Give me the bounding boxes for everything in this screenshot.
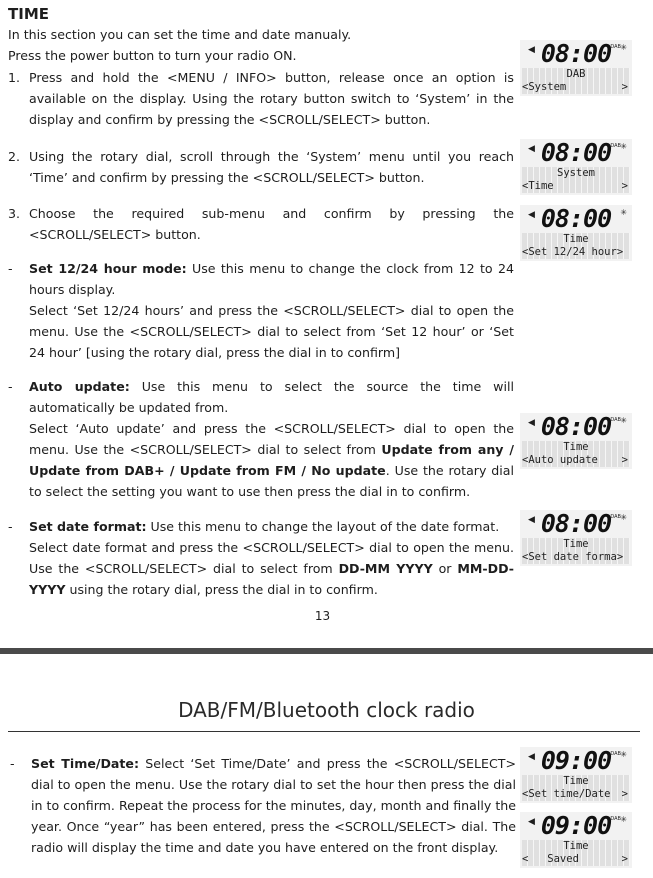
item-detail: Select ‘Auto update’ and press the <SCROLL/SELECT> dial to open the menu. Use the <SCROLL/SELECT> dial to select from	[29, 421, 514, 457]
display-line-1: DAB	[522, 68, 630, 81]
page-number: 13	[314, 609, 331, 623]
step-2	[8, 146, 514, 188]
lcd-display-date-format	[520, 510, 632, 566]
dab-indicator: DAB	[610, 751, 621, 757]
item-label: Set Time/Date:	[31, 756, 140, 771]
section-title: TIME	[8, 5, 49, 23]
antenna-icon: ◀	[528, 144, 535, 154]
item-text: Select ‘Set Time/Date’ and press the <SCROLL/SELECT> dial to open the menu. Use the rotary dial to set the hour then press the dial in to confirm. Repeat the process for the minutes, day, month and finally the year. Once “year” has been entered, press the <SCROLL/SELECT> dial. The radio will display the time and date you have entered on the front display.	[31, 756, 516, 855]
signal-icon: ✳	[620, 815, 627, 824]
lcd-display-set-1224	[520, 205, 632, 261]
clock-time: 08:00	[540, 412, 612, 441]
page-separator	[0, 648, 653, 654]
display-line-2: <Time	[522, 180, 554, 192]
set-1224-item	[8, 258, 514, 363]
step-text: Using the rotary dial, scroll through the ‘System’ menu until you reach ‘Time’ and confirm by pressing the <SCROLL/SELECT> button.	[29, 149, 514, 185]
step-number: 1.	[8, 70, 21, 85]
display-line-2: <Set time/Date	[522, 788, 611, 800]
or-word: or	[432, 561, 458, 576]
page-header: DAB/FM/Bluetooth clock radio	[178, 698, 475, 722]
display-line-2: < Saved	[522, 853, 579, 865]
lcd-display-dab-system	[520, 40, 632, 96]
item-label: Set 12/24 hour mode:	[29, 261, 187, 276]
format-option-2: MM-DD-YYYY	[29, 561, 514, 597]
lcd-display-auto-update	[520, 413, 632, 469]
display-line-1: System	[522, 167, 630, 180]
item-detail-end: using the rotary dial, press the dial in to confirm.	[65, 582, 378, 597]
date-format-item	[8, 516, 514, 600]
step-1	[8, 67, 514, 130]
clock-time: 08:00	[540, 509, 612, 538]
intro-line-1: In this section you can set the time and date manualy.	[8, 27, 352, 42]
antenna-icon: ◀	[528, 210, 535, 220]
item-label: Set date format:	[29, 519, 147, 534]
clock-time: 08:00	[540, 138, 612, 167]
dab-indicator: DAB	[610, 417, 621, 423]
display-line-2: <System	[522, 81, 567, 93]
item-label: Auto update:	[29, 379, 130, 394]
intro-line-2: Press the power button to turn your radio ON.	[8, 48, 297, 63]
item-text: Use this menu to select the source the time will automatically be updated from.	[29, 379, 514, 415]
display-arrow: >	[621, 454, 628, 466]
item-detail: Select ‘Set 12/24 hours’ and press the <SCROLL/SELECT> dial to open the menu. Use the <SCROLL/SELECT> dial to select from ‘Set 12 hour’ or ‘Set 24 hour’ [using the rotary dial, press the dial in to confirm]	[29, 303, 514, 360]
step-number: 2.	[8, 149, 21, 164]
display-arrow: >	[621, 853, 628, 865]
antenna-icon: ◀	[528, 418, 535, 428]
dab-indicator: DAB	[610, 816, 621, 822]
signal-icon: ✳	[620, 750, 627, 759]
display-line-1: Time	[522, 840, 630, 853]
step-3	[8, 203, 514, 245]
display-arrow: >	[621, 81, 628, 93]
item-detail-end: . Use the rotary dial to select the setting you want to use then press the dial in to confirm.	[29, 463, 514, 499]
step-text: Choose the required sub-menu and confirm by pressing the <SCROLL/SELECT> button.	[29, 206, 514, 242]
lcd-display-set-time-date	[520, 747, 632, 803]
signal-icon: ✳	[620, 208, 627, 217]
clock-time: 08:00	[540, 204, 612, 233]
clock-time: 09:00	[540, 746, 612, 775]
auto-update-item	[8, 376, 514, 502]
update-options: Update from any / Update from DAB+ / Update from FM / No update	[29, 442, 514, 478]
item-text: Use this menu to change the clock from 12 to 24 hours display.	[29, 261, 514, 297]
display-arrow: >	[621, 788, 628, 800]
antenna-icon: ◀	[528, 515, 535, 525]
display-arrow: >	[621, 180, 628, 192]
bullet: -	[8, 379, 13, 394]
dab-indicator: DAB	[610, 44, 621, 50]
bullet: -	[10, 756, 15, 771]
bullet: -	[8, 261, 13, 276]
signal-icon: ✳	[620, 416, 627, 425]
signal-icon: ✳	[620, 142, 627, 151]
item-detail: Select date format and press the <SCROLL/SELECT> dial to open the menu. Use the <SCROLL/SELECT> dial to select from	[29, 540, 514, 576]
antenna-icon: ◀	[528, 752, 535, 762]
format-option-1: DD-MM YYYY	[338, 561, 433, 576]
header-rule	[8, 731, 640, 732]
clock-time: 08:00	[540, 39, 612, 68]
display-line-1: Time	[522, 441, 630, 454]
lcd-display-saved	[520, 812, 632, 868]
bullet: -	[8, 519, 13, 534]
display-line-2: <Auto update	[522, 454, 598, 466]
step-number: 3.	[8, 206, 21, 221]
dab-indicator: DAB	[610, 514, 621, 520]
display-line-1: Time	[522, 538, 630, 551]
set-time-date-item	[10, 753, 516, 858]
clock-time: 09:00	[540, 811, 612, 840]
item-text: Use this menu to change the layout of the date format.	[146, 519, 500, 534]
antenna-icon: ◀	[528, 817, 535, 827]
display-line-2: <Set date forma>	[522, 551, 624, 563]
dab-indicator: DAB	[610, 143, 621, 149]
signal-icon: ✳	[620, 513, 627, 522]
antenna-icon: ◀	[528, 45, 535, 55]
signal-icon: ✳	[620, 43, 627, 52]
display-line-2: <Set 12/24 hour>	[522, 246, 624, 258]
lcd-display-system-time	[520, 139, 632, 195]
display-line-1: Time	[522, 233, 630, 246]
step-text: Press and hold the <MENU / INFO> button, release once an option is available on the display. Using the rotary button switch to ‘System’ in the display and confirm by pressing the <SCROLL/SELECT> button.	[29, 70, 514, 127]
display-line-1: Time	[522, 775, 630, 788]
